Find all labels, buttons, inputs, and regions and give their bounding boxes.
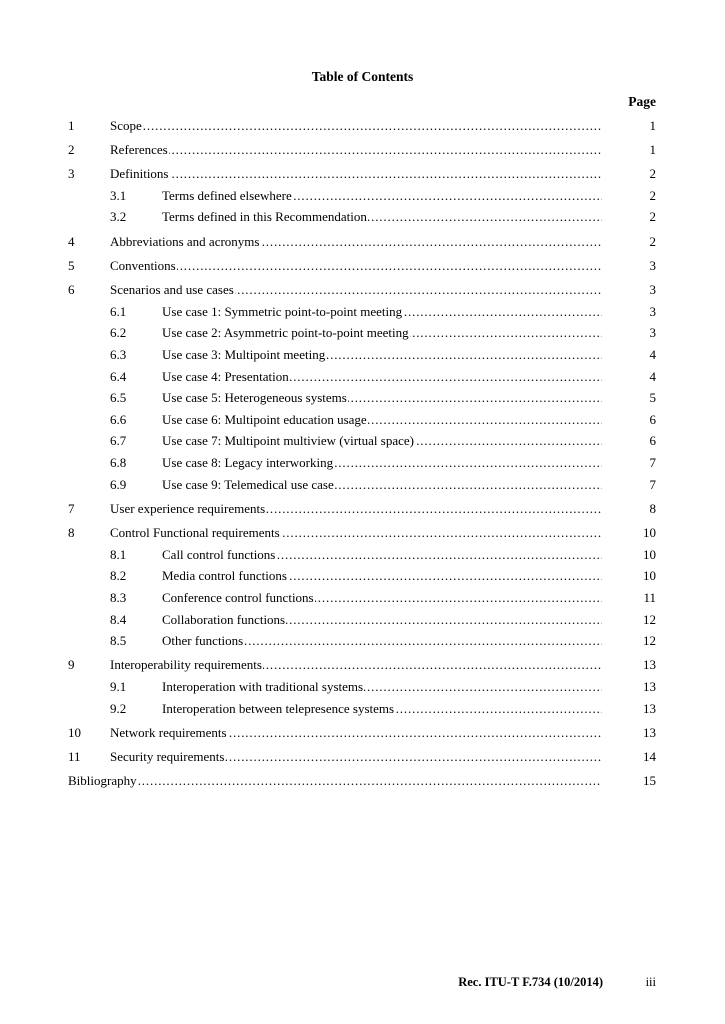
toc-entry-number: 9 [68, 657, 75, 672]
toc-entry-title: Use case 6: Multipoint education usage [162, 412, 367, 427]
toc-entry-page: 7 [649, 477, 656, 492]
toc-entry[interactable] [68, 187, 656, 205]
toc-entry-number: 8.1 [110, 547, 127, 562]
toc-entry-leader [162, 611, 602, 629]
toc-entry-leader [162, 454, 602, 472]
toc-entry[interactable] [68, 476, 656, 494]
toc-entry-title: Interoperation between telepresence systems [162, 701, 395, 716]
toc-entry-page: 8 [649, 501, 656, 516]
toc-entry-leader [110, 117, 602, 135]
toc-entry[interactable] [68, 432, 656, 450]
toc-entry-title: Use case 3: Multipoint meeting [162, 347, 326, 362]
toc-entry[interactable] [68, 748, 656, 766]
toc-entry-leader [110, 500, 602, 518]
toc-entry-leader [110, 165, 602, 183]
toc-entry[interactable] [68, 524, 656, 542]
toc-entry[interactable] [68, 500, 656, 518]
toc-entry-leader [110, 233, 602, 251]
footer-page-number: iii [645, 975, 656, 989]
toc-entry[interactable] [68, 454, 656, 472]
toc-entry[interactable] [68, 233, 656, 251]
toc-entry-page: 1 [649, 118, 656, 133]
toc-entry-page: 10 [643, 547, 656, 562]
toc-entry-title: Use case 8: Legacy interworking [162, 455, 334, 470]
toc-entry-number: 6.3 [110, 347, 127, 362]
toc-entry-number: 8.3 [110, 590, 127, 605]
toc-entry-title: Use case 9: Telemedical use case [162, 477, 334, 492]
toc-entry-title: Terms defined elsewhere [162, 188, 292, 203]
toc-entry-page: 6 [649, 412, 656, 427]
toc-entry-page: 2 [649, 209, 656, 224]
toc-heading: Table of Contents [311, 69, 414, 84]
toc-entry-leader [110, 724, 602, 742]
toc-entry-page: 6 [649, 433, 656, 448]
toc-entry-title: Other functions [162, 633, 244, 648]
toc-entry-number: 4 [68, 234, 75, 249]
toc-entry[interactable] [68, 257, 656, 275]
toc-entry[interactable] [68, 546, 656, 564]
toc-entry-page: 12 [643, 612, 656, 627]
toc-entry-number: 5 [68, 258, 75, 273]
toc-entry-page: 13 [643, 657, 656, 672]
toc-entry-title: Conference control functions [162, 590, 314, 605]
toc-entry-title: Scope [110, 118, 142, 133]
toc-entry-title: Interoperation with traditional systems [162, 679, 364, 694]
toc-entry[interactable] [68, 389, 656, 407]
toc-entry-page: 13 [643, 679, 656, 694]
toc-entry-leader [68, 772, 602, 790]
toc-entry-number: 9.1 [110, 679, 127, 694]
toc-entry-leader [162, 346, 602, 364]
toc-entry-number: 11 [68, 749, 81, 764]
toc-entry-number: 6.8 [110, 455, 127, 470]
toc-entry[interactable] [68, 567, 656, 585]
toc-entry-title: Use case 5: Heterogeneous systems [162, 390, 347, 405]
toc-entry-leader [110, 257, 602, 275]
toc-entry-number: 6.2 [110, 325, 127, 340]
toc-entry[interactable] [68, 117, 656, 135]
toc-entry-number: 6.7 [110, 433, 127, 448]
toc-entry-page: 5 [649, 390, 656, 405]
toc-entry-title: Media control functions [162, 568, 287, 583]
toc-entry-title: Definitions [110, 166, 169, 181]
toc-entry-leader [162, 187, 602, 205]
toc-entry-leader [162, 368, 602, 386]
toc-entry[interactable] [68, 208, 656, 226]
toc-entry-number: 6 [68, 282, 75, 297]
toc-entry-title: User experience requirements [110, 501, 266, 516]
toc-entry-title: Terms defined in this Recommendation [162, 209, 367, 224]
toc-entry-leader [162, 476, 602, 494]
toc-entry-page: 15 [643, 773, 656, 788]
toc-entry-leader [162, 632, 602, 650]
toc-entry-number: 8 [68, 525, 75, 540]
toc-entry-number: 8.2 [110, 568, 127, 583]
toc-entry-number: 9.2 [110, 701, 127, 716]
toc-entry-leader [110, 656, 602, 674]
toc-entry[interactable] [68, 678, 656, 696]
toc-entry-page: 2 [649, 166, 656, 181]
toc-entry-title: Call control functions [162, 547, 276, 562]
page-footer [0, 975, 725, 991]
toc-entry-page: 13 [643, 725, 656, 740]
toc-entry-title: Network requirements [110, 725, 227, 740]
toc-entry-page: 3 [649, 282, 656, 297]
toc-entry-title: Collaboration functions [162, 612, 286, 627]
toc-entry[interactable] [68, 303, 656, 321]
toc-entry[interactable] [68, 632, 656, 650]
toc-entry-number: 6.9 [110, 477, 127, 492]
toc-entry-number: 8.5 [110, 633, 127, 648]
toc-entry[interactable] [68, 772, 656, 790]
toc-entry-leader [162, 546, 602, 564]
toc-entry-page: 3 [649, 304, 656, 319]
toc-entry-leader [162, 324, 602, 342]
toc-entry[interactable] [68, 368, 656, 386]
toc-entry-title: Use case 7: Multipoint multiview (virtual space) [162, 433, 414, 448]
toc-entry-title: Interoperability requirements [110, 657, 262, 672]
toc-entry[interactable] [68, 411, 656, 429]
toc-entry[interactable] [68, 141, 656, 159]
toc-entry[interactable] [68, 700, 656, 718]
toc-entry-leader [162, 589, 602, 607]
toc-entry-number: 7 [68, 501, 75, 516]
toc-entry-title: Use case 1: Symmetric point-to-point meeting [162, 304, 403, 319]
toc-entry-leader [162, 208, 602, 226]
toc-entry[interactable] [68, 165, 656, 183]
toc-entry-number: 2 [68, 142, 75, 157]
toc-entry[interactable] [68, 281, 656, 299]
toc-entry-page: 4 [649, 347, 656, 362]
toc-entry-number: 1 [68, 118, 75, 133]
toc-entry-page: 1 [649, 142, 656, 157]
toc-entry-page: 4 [649, 369, 656, 384]
toc-entry-leader [110, 141, 602, 159]
toc-entry[interactable] [68, 589, 656, 607]
toc-entry-page: 11 [643, 590, 656, 605]
toc-entry-title: References [110, 142, 168, 157]
toc-entry-leader [110, 281, 602, 299]
toc-entry-number: 3 [68, 166, 75, 181]
toc-entry-leader [162, 678, 602, 696]
toc-entry[interactable] [68, 346, 656, 364]
toc-entry-number: 3.1 [110, 188, 127, 203]
toc-entry-leader [162, 411, 602, 429]
toc-entry-page: 10 [643, 568, 656, 583]
toc-entry-number: 6.6 [110, 412, 127, 427]
toc-entry-leader [110, 748, 602, 766]
footer-reference: Rec. ITU-T F.734 (10/2014) [458, 975, 603, 989]
toc-entry-page: 14 [643, 749, 656, 764]
toc-entry[interactable] [68, 656, 656, 674]
toc-entry-page: 3 [649, 325, 656, 340]
toc-entry-page: 2 [649, 188, 656, 203]
toc-entry-page: 10 [643, 525, 656, 540]
toc-entry-title: Security requirements [110, 749, 225, 764]
toc-entry-number: 3.2 [110, 209, 127, 224]
toc-entry-page: 7 [649, 455, 656, 470]
toc-entry-number: 6.1 [110, 304, 127, 319]
toc-entry-leader [162, 567, 602, 585]
toc-entry-title: Use case 2: Asymmetric point-to-point meeting [162, 325, 409, 340]
toc-entry[interactable] [68, 611, 656, 629]
toc-entry-title: Bibliography [68, 773, 137, 788]
toc-entry-page: 13 [643, 701, 656, 716]
toc-entry-leader [162, 432, 602, 450]
toc-entry[interactable] [68, 724, 656, 742]
toc-entry-page: 12 [643, 633, 656, 648]
toc-entry-leader [162, 303, 602, 321]
toc-entry-leader [162, 389, 602, 407]
toc-entry-title: Control Functional requirements [110, 525, 280, 540]
toc-entry[interactable] [68, 324, 656, 342]
toc-entry-leader [162, 700, 602, 718]
toc-entry-number: 8.4 [110, 612, 127, 627]
page-column-label: Page [628, 94, 656, 109]
toc-entry-page: 3 [649, 258, 656, 273]
toc-entry-title: Scenarios and use cases [110, 282, 234, 297]
toc-entry-leader [110, 524, 602, 542]
toc-entry-page: 2 [649, 234, 656, 249]
toc-entry-title: Conventions [110, 258, 176, 273]
toc-entry-number: 10 [68, 725, 81, 740]
toc-entry-number: 6.5 [110, 390, 127, 405]
toc-entry-title: Use case 4: Presentation [162, 369, 289, 384]
toc-entry-title: Abbreviations and acronyms [110, 234, 260, 249]
toc-entry-number: 6.4 [110, 369, 127, 384]
